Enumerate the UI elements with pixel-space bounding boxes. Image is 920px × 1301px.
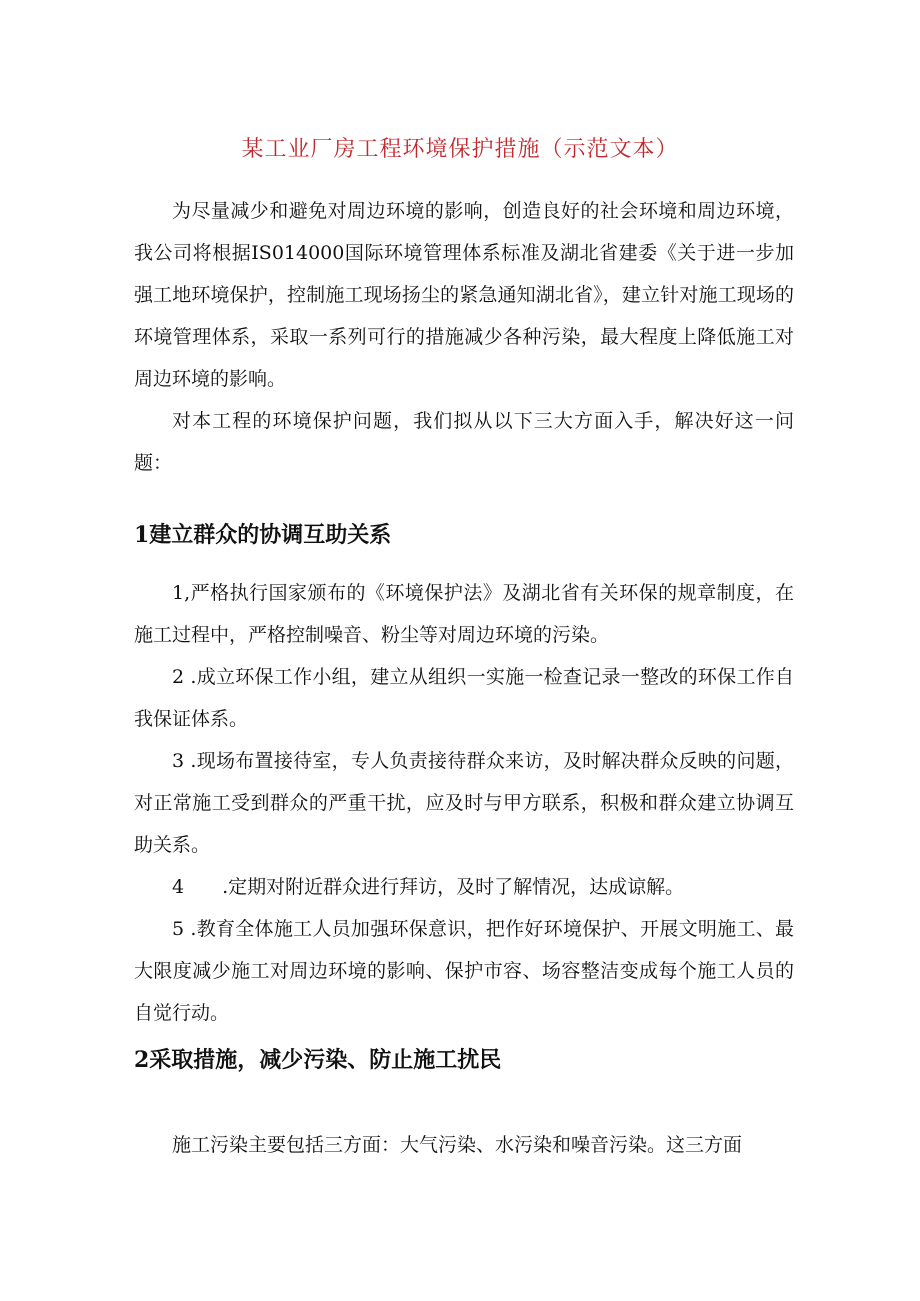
intro-paragraph-2: 对本工程的环境保护问题，我们拟从以下三大方面入手，解决好这一问题：	[134, 410, 794, 474]
section-1-item-4: 4 .定期对附近群众进行拜访，及时了解情况，达成谅解。	[172, 876, 685, 898]
section-1-item-5: 5 .教育全体施工人员加强环保意识，把作好环境保护、开展文明施工、最大限度减少施工对周边环境的影响、保护市容、场容整洁变成每个施工人员的自觉行动。	[134, 918, 794, 1024]
section-2-item-1: 施工污染主要包括三方面：大气污染、水污染和噪音污染。这三方面	[172, 1134, 743, 1156]
section-heading-1: 1建立群众的协调互助关系	[134, 522, 392, 548]
section-heading-2: 2采取措施，减少污染、防止施工扰民	[134, 1047, 502, 1073]
intro-paragraph-1: 为尽量减少和避免对周边环境的影响，创造良好的社会环境和周边环境，我公司将根据IS014000国际环境管理体系标准及湖北省建委《关于进一步加强工地环境保护，控制施工现场扬尘的紧急通知湖北省》，建立针对施工现场的环境管理体系，采取一系列可行的措施减少各种污染，最大程度上降低施工对周边环境的影响。	[134, 200, 794, 390]
section-1-item-1: 1,严格执行国家颁布的《环境保护法》及湖北省有关环保的规章制度，在施工过程中，严格控制噪音、粉尘等对周边环境的污染。	[134, 582, 794, 646]
document-title: 某工业厂房工程环境保护措施（示范文本）	[241, 137, 679, 162]
section-1-item-2: 2 .成立环保工作小组，建立从组织一实施一检查记录一整改的环保工作自我保证体系。	[134, 666, 794, 730]
section-1-item-3: 3 .现场布置接待室，专人负责接待群众来访，及时解决群众反映的问题，对正常施工受到群众的严重干扰，应及时与甲方联系，积极和群众建立协调互助关系。	[134, 750, 794, 856]
